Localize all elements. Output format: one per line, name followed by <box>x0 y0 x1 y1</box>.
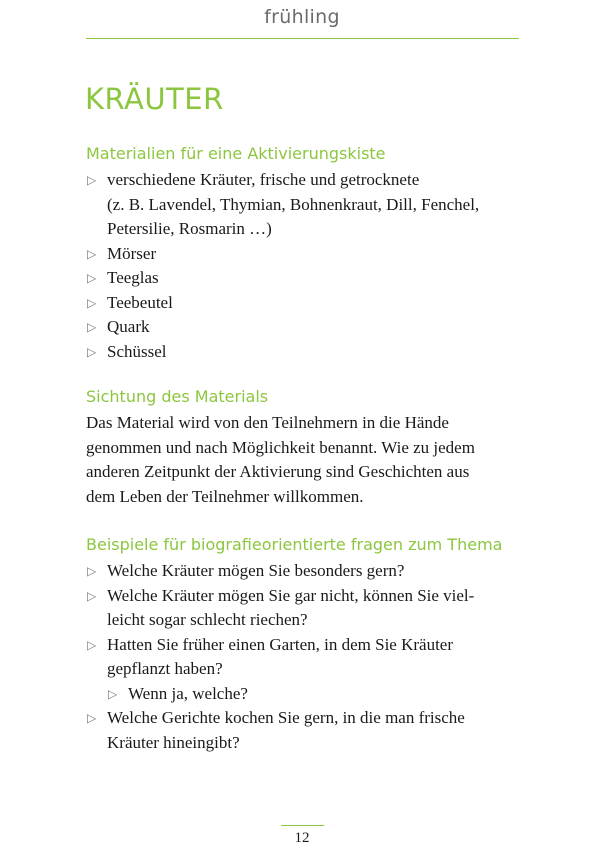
sighting-section <box>86 386 506 509</box>
sighting-paragraph <box>86 411 506 509</box>
list-item <box>86 266 506 291</box>
list-item <box>86 168 506 242</box>
triangle-bullet-icon: ▷ <box>87 344 97 359</box>
materials-section <box>86 143 506 364</box>
materials-heading: Materialien für eine Aktivierungskiste <box>86 144 386 163</box>
paragraph-line: Das Material wird von den Teilnehmern in die Hände <box>86 413 449 432</box>
paragraph-line: dem Leben der Teilnehmer willkommen. <box>86 486 364 506</box>
sighting-heading: Sichtung des Materials <box>86 387 269 406</box>
list-item-text: verschiedene Kräuter, frische und getrocknete <box>107 170 420 189</box>
list-item-text: Schüssel <box>107 341 167 361</box>
materials-list <box>86 168 506 364</box>
list-item-text: Mörser <box>107 243 157 263</box>
list-item-text: Hatten Sie früher einen Garten, in dem Sie Kräuter <box>107 634 454 654</box>
list-item <box>86 706 506 755</box>
list-item-text: Petersilie, Rosmarin …) <box>107 219 272 238</box>
triangle-bullet-icon: ▷ <box>87 173 97 187</box>
list-item-text: (z. B. Lavendel, Thymian, Bohnenkraut, Dill, Fenchel, <box>107 194 480 214</box>
questions-heading: Beispiele für biografieorientierte fragen zum Thema <box>86 535 503 554</box>
list-sub-item <box>86 682 506 707</box>
list-item <box>86 584 506 633</box>
list-item-text: gepflanzt haben? <box>107 659 223 678</box>
list-item-text: leicht sogar schlecht riechen? <box>107 610 308 629</box>
questions-section <box>86 534 506 755</box>
triangle-bullet-icon: ▷ <box>87 320 97 334</box>
list-item <box>86 340 506 365</box>
triangle-bullet-icon: ▷ <box>87 564 97 578</box>
list-item-text: Teebeutel <box>107 292 173 312</box>
page-number: 12 <box>294 830 310 846</box>
triangle-bullet-icon: ▷ <box>87 246 97 261</box>
triangle-bullet-icon: ▷ <box>108 686 118 701</box>
footer-rule <box>281 825 324 826</box>
list-item-text: Teeglas <box>107 268 159 287</box>
list-item <box>86 291 506 316</box>
triangle-bullet-icon: ▷ <box>87 295 97 310</box>
triangle-bullet-icon: ▷ <box>87 588 97 603</box>
list-item-text: Kräuter hineingibt? <box>107 732 240 752</box>
list-item-text: Welche Kräuter mögen Sie besonders gern? <box>107 561 405 580</box>
paragraph-line: genommen und nach Möglichkeit benannt. Wie zu jedem <box>86 437 475 457</box>
list-item-text: Welche Kräuter mögen Sie gar nicht, können Sie viel- <box>107 585 475 605</box>
list-item <box>86 315 506 340</box>
running-head: frühling <box>264 6 340 28</box>
list-item <box>86 633 506 682</box>
list-item-text: Quark <box>107 317 150 336</box>
list-item <box>86 242 506 267</box>
list-item-text: Wenn ja, welche? <box>128 683 248 703</box>
chapter-title: KRÄUTER <box>85 82 224 116</box>
list-item-text: Welche Gerichte kochen Sie gern, in die man frische <box>107 708 465 727</box>
triangle-bullet-icon: ▷ <box>87 711 97 725</box>
header-rule <box>86 38 519 39</box>
list-item <box>86 559 506 584</box>
triangle-bullet-icon: ▷ <box>87 271 97 285</box>
triangle-bullet-icon: ▷ <box>87 637 97 652</box>
questions-list <box>86 559 506 755</box>
paragraph-line: anderen Zeitpunkt der Aktivierung sind Geschichten aus <box>86 462 470 481</box>
